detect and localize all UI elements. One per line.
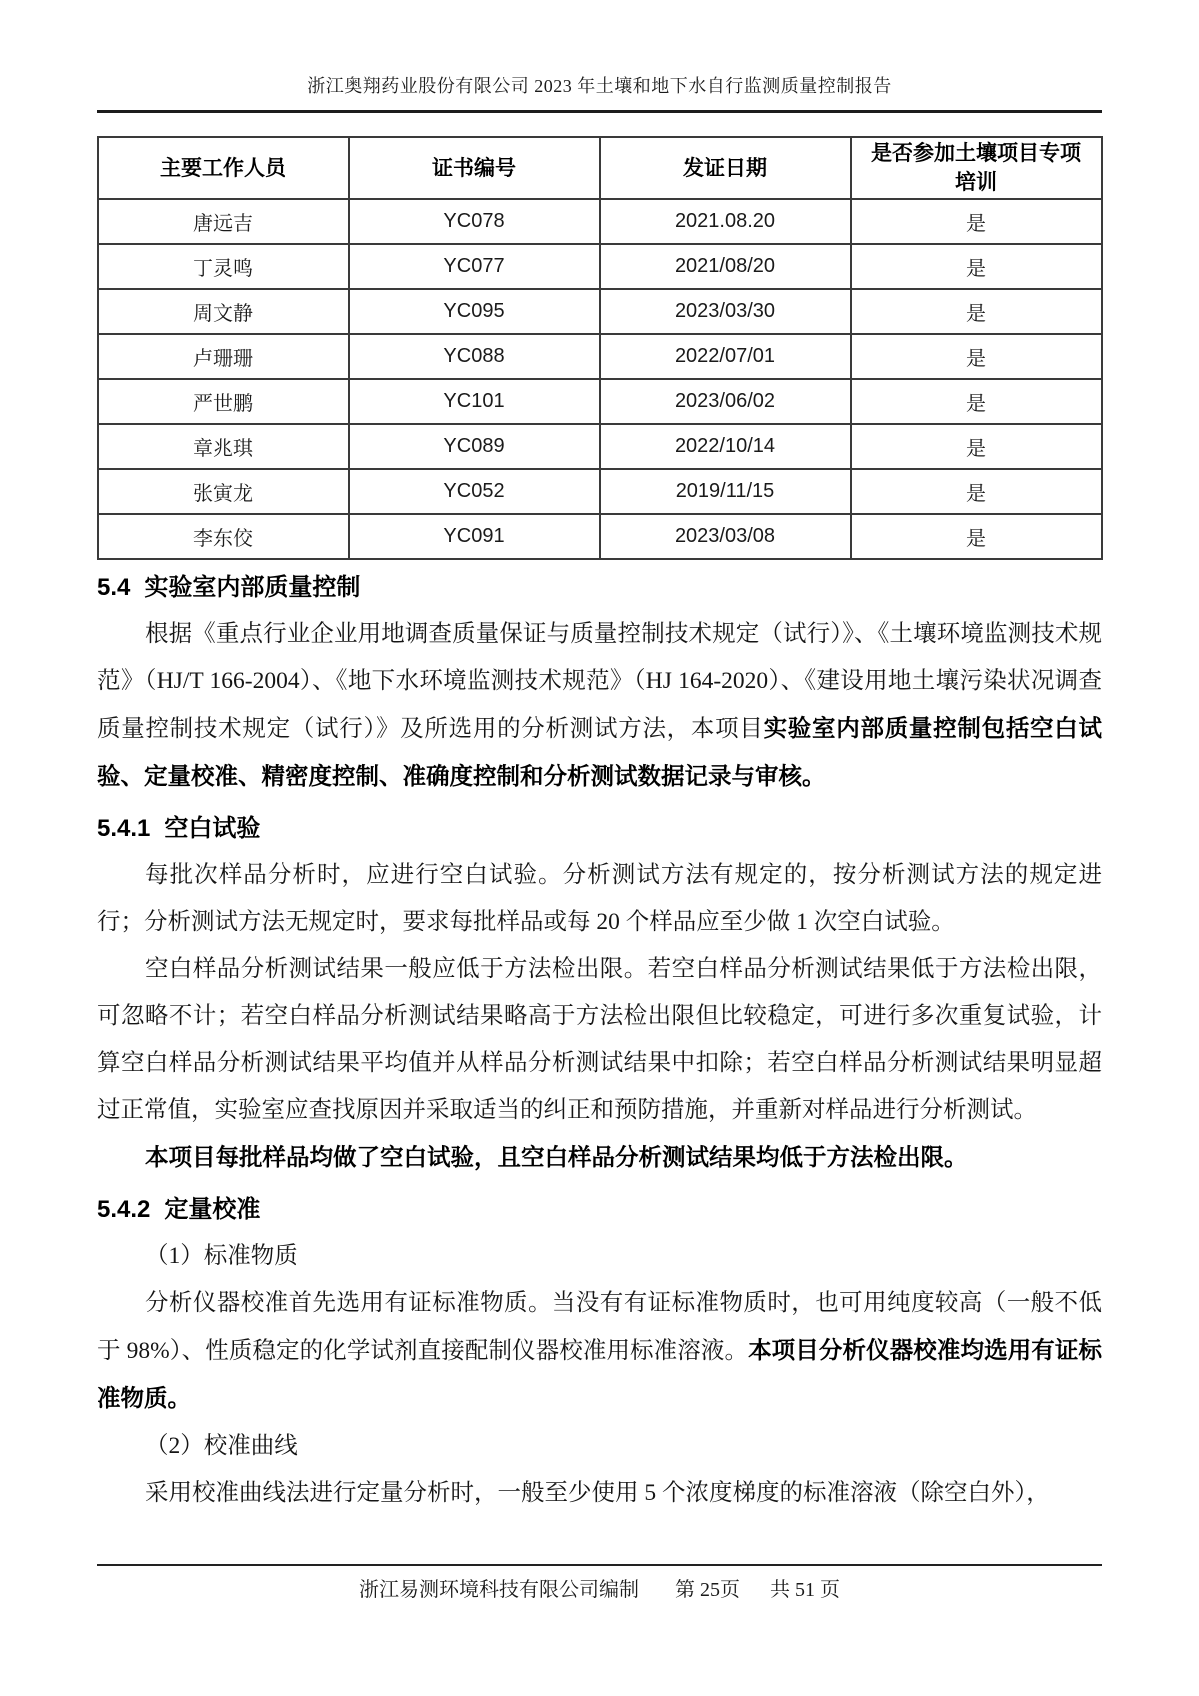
cell-certificate-no: YC078 [349, 199, 600, 244]
paragraph-bold-text: 本项目每批样品均做了空白试验，且空白样品分析测试结果均低于方法检出限。 [145, 1144, 968, 1170]
cell-issue-date: 2023/03/30 [600, 289, 851, 334]
table-row [98, 334, 1102, 379]
personnel-table [97, 136, 1103, 560]
cell-issue-date: 2023/06/02 [600, 379, 851, 424]
section-title: 空白试验 [164, 815, 261, 842]
table-row [98, 514, 1102, 559]
section-heading-5-4 [97, 564, 1102, 611]
cell-certificate-no: YC089 [349, 424, 600, 469]
footer-company: 浙江易测环境科技有限公司编制 [359, 1579, 639, 1601]
column-header-issue-date: 发证日期 [600, 137, 851, 199]
cell-training: 是 [851, 199, 1102, 244]
cell-training: 是 [851, 379, 1102, 424]
list-item-standard-substance: （1）标准物质 [145, 1243, 298, 1269]
cell-issue-date: 2023/03/08 [600, 514, 851, 559]
cell-certificate-no: YC088 [349, 334, 600, 379]
cell-certificate-no: YC101 [349, 379, 600, 424]
section-number: 5.4.1 [97, 815, 151, 842]
paragraph-calibration-curve: 采用校准曲线法进行定量分析时，一般至少使用 5 个浓度梯度的标准溶液（除空白外）， [145, 1480, 1050, 1506]
cell-training: 是 [851, 289, 1102, 334]
table-header-row [98, 137, 1102, 199]
paragraph-text: 分析仪器校准首先选用有证标准物质。当没有有证标准物质时，也可用纯度较高（一般不低于 98%）、性质稳定的化学试剂直接配制仪器校准用标准溶液。 [97, 1290, 1102, 1364]
table-row [98, 379, 1102, 424]
table-row [98, 424, 1102, 469]
cell-issue-date: 2022/10/14 [600, 424, 851, 469]
footer-page-total: 共 51 页 [770, 1579, 840, 1601]
paragraph-blank-test-1: 每批次样品分析时，应进行空白试验。分析测试方法有规定的，按分析测试方法的规定进行；分析测试方法无规定时，要求每批样品或每 20 个样品应至少做 1 次空白试验。 [97, 862, 1102, 935]
cell-issue-date: 2022/07/01 [600, 334, 851, 379]
table-row [98, 244, 1102, 289]
cell-staff-name: 周文静 [98, 289, 349, 334]
section-heading-5-4-2 [97, 1186, 1102, 1233]
cell-training: 是 [851, 244, 1102, 289]
column-header-certificate-no: 证书编号 [349, 137, 600, 199]
paragraph-blank-test-2: 空白样品分析测试结果一般应低于方法检出限。若空白样品分析测试结果低于方法检出限，可忽略不计；若空白样品分析测试结果略高于方法检出限但比较稳定，可进行多次重复试验，计算空白样品分析测试结果平均值并从样品分析测试结果中扣除；若空白样品分析测试结果明显超过正常值，实验室应查找原因并采取适当的纠正和预防措施，并重新对样品进行分析测试。 [97, 956, 1102, 1123]
cell-training: 是 [851, 514, 1102, 559]
section-title: 实验室内部质量控制 [144, 574, 361, 601]
cell-training: 是 [851, 424, 1102, 469]
paragraph-bold-text: 实验室内部质量控制包括空白试验、定量校准、精密度控制、准确度控制和分析测试数据记录与审核。 [97, 715, 1103, 789]
cell-certificate-no: YC091 [349, 514, 600, 559]
cell-staff-name: 丁灵鸣 [98, 244, 349, 289]
paragraph-basis [97, 611, 1102, 801]
section-number: 5.4.2 [97, 1196, 151, 1223]
cell-issue-date: 2021.08.20 [600, 199, 851, 244]
cell-training: 是 [851, 469, 1102, 514]
cell-certificate-no: YC077 [349, 244, 600, 289]
footer-page-number: 第 25页 [675, 1579, 740, 1601]
column-header-staff: 主要工作人员 [98, 137, 349, 199]
section-heading-5-4-1 [97, 805, 1102, 852]
running-head-title: 浙江奥翔药业股份有限公司 2023 年土壤和地下水自行监测质量控制报告 [307, 76, 892, 96]
cell-issue-date: 2021/08/20 [600, 244, 851, 289]
cell-certificate-no: YC095 [349, 289, 600, 334]
page-footer [97, 1564, 1102, 1602]
paragraph-bold-text: 本项目分析仪器校准均选用有证标准物质。 [97, 1337, 1103, 1411]
cell-certificate-no: YC052 [349, 469, 600, 514]
paragraph-blank-test-conclusion [97, 1134, 1102, 1182]
cell-staff-name: 卢珊珊 [98, 334, 349, 379]
list-item-calibration-curve: （2）校准曲线 [145, 1433, 298, 1459]
section-title: 定量校准 [164, 1196, 261, 1223]
paragraph-text: 根据《重点行业企业用地调查质量保证与质量控制技术规定（试行）》、《土壤环境监测技术规范》（HJ/T 166-2004）、《地下水环境监测技术规范》（HJ 164-2020）、《建设用地土壤污染状况调查质量控制技术规定（试行）》及所选用的分析测试方法，本项目 [97, 621, 1102, 742]
table-row [98, 199, 1102, 244]
paragraph-standard-substance [97, 1280, 1102, 1423]
cell-staff-name: 唐远吉 [98, 199, 349, 244]
cell-staff-name: 李东佼 [98, 514, 349, 559]
header-rule [97, 110, 1102, 113]
cell-staff-name: 严世鹏 [98, 379, 349, 424]
cell-staff-name: 章兆琪 [98, 424, 349, 469]
table-row [98, 469, 1102, 514]
section-number: 5.4 [97, 574, 131, 601]
column-header-training: 是否参加土壤项目专项培训 [851, 137, 1102, 199]
table-row [98, 289, 1102, 334]
cell-staff-name: 张寅龙 [98, 469, 349, 514]
cell-training: 是 [851, 334, 1102, 379]
cell-issue-date: 2019/11/15 [600, 469, 851, 514]
